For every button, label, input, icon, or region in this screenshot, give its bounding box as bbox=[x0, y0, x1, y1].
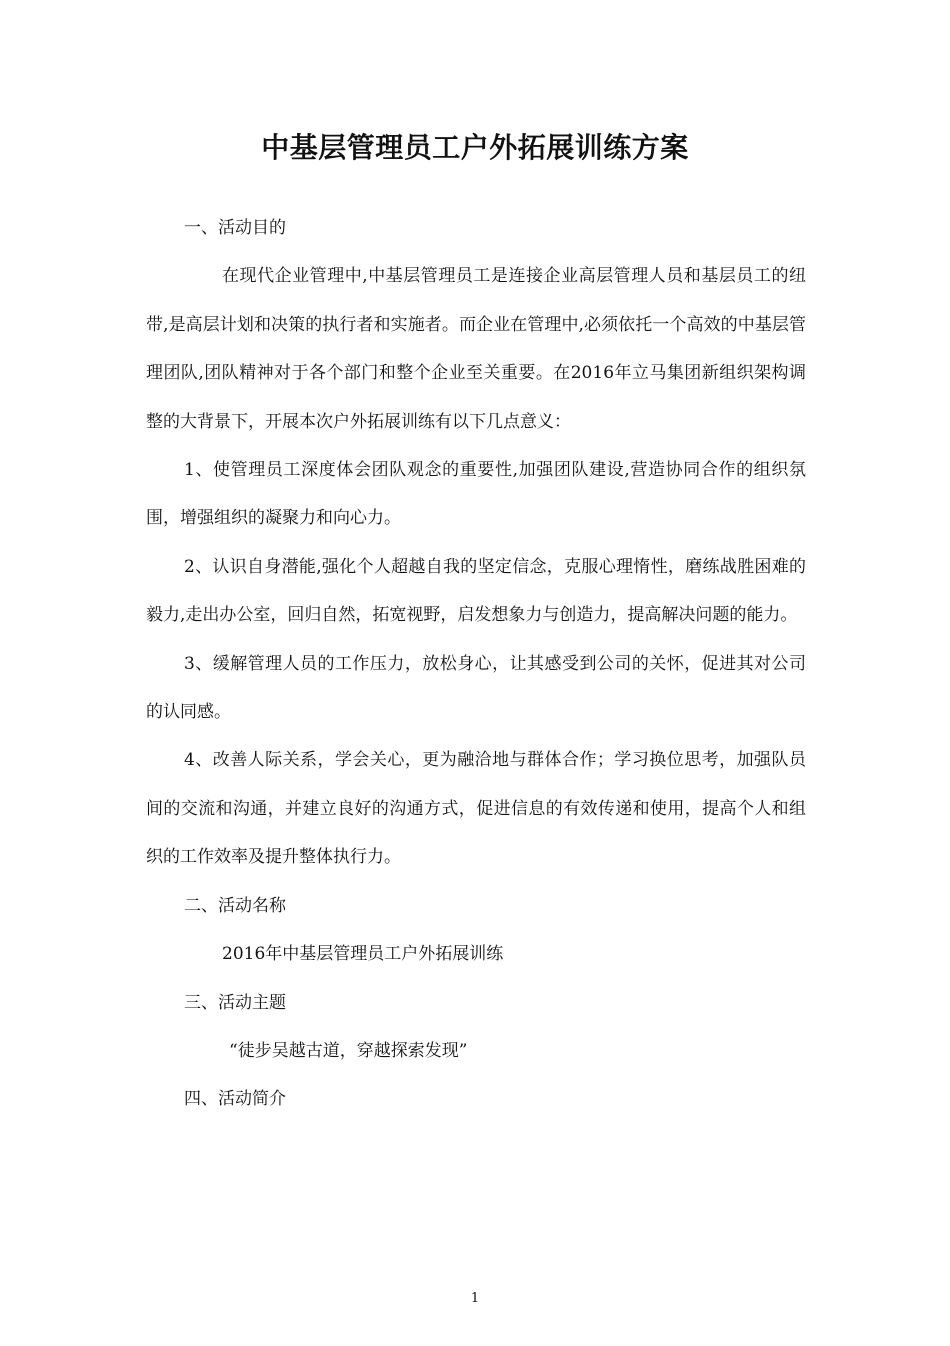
section-heading-purpose: 一、活动目的 bbox=[184, 218, 286, 238]
document-title: 中基层管理员工户外拓展训练方案 bbox=[261, 131, 689, 164]
point-item: 2、认识自身潜能,强化个人超越自我的坚定信念，克服心理惰性，磨练战胜困难的毅力,走出办公室，回归自然，拓宽视野，启发想象力与创造力，提高解决问题的能力。 bbox=[146, 556, 806, 626]
point-item: 3、缓解管理人员的工作压力，放松身心，让其感受到公司的关怀，促进其对公司的认同感。 bbox=[146, 653, 806, 723]
intro-paragraph: 在现代企业管理中,中基层管理员工是连接企业高层管理人员和基层员工的纽带,是高层计划和决策的执行者和实施者。而企业在管理中,必须依托一个高效的中基层管理团队,团队精神对于各个部门和整个企业至关重要。在2016年立马集团新组织架构调整的大背景下，开展本次户外拓展训练有以下几点意义： bbox=[146, 266, 806, 432]
page-number: 1 bbox=[470, 1291, 480, 1306]
activity-theme: “徒步吴越古道，穿越探索发现” bbox=[229, 1040, 468, 1061]
document-body bbox=[146, 204, 806, 1124]
activity-name: 2016年中基层管理员工户外拓展训练 bbox=[222, 944, 504, 965]
section-heading-intro: 四、活动简介 bbox=[184, 1089, 286, 1110]
section-heading-theme: 三、活动主题 bbox=[184, 992, 286, 1013]
point-item: 1、使管理员工深度体会团队观念的重要性,加强团队建设,营造协同合作的组织氛围，增强组织的凝聚力和向心力。 bbox=[146, 460, 806, 529]
point-item: 4、改善人际关系，学会关心，更为融洽地与群体合作；学习换位思考，加强队员间的交流和沟通，并建立良好的沟通方式，促进信息的有效传递和使用，提高个人和组织的工作效率及提升整体执行力。 bbox=[146, 750, 806, 868]
section-heading-name: 二、活动名称 bbox=[184, 895, 286, 916]
